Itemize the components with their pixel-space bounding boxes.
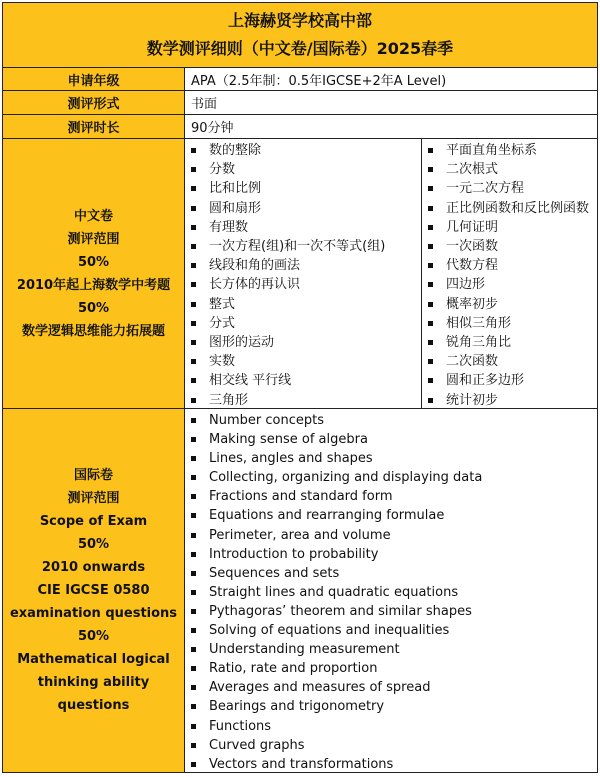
list-item: 四边形 xyxy=(422,275,597,294)
list-item: 比和比例 xyxy=(185,179,421,198)
list-item: 图形的运动 xyxy=(185,333,421,352)
list-item: Lines, angles and shapes xyxy=(185,449,595,468)
list-item: 一次方程(组)和一次不等式(组) xyxy=(185,237,421,256)
list-item: 分式 xyxy=(185,314,421,333)
list-item: Introduction to probability xyxy=(185,545,595,564)
row-chinese-paper xyxy=(3,139,597,409)
list-item: Understanding measurement xyxy=(185,640,595,659)
grade-value: APA（2.5年制：0.5年IGCSE+2年A Level) xyxy=(191,73,447,89)
intl-label-line: 50% xyxy=(77,537,110,552)
duration-value: 90分钟 xyxy=(191,121,234,136)
list-item: 圆和正多边形 xyxy=(422,371,597,390)
list-item: 二次函数 xyxy=(422,352,597,371)
chinese-label-line: 测评范围 xyxy=(67,231,120,247)
sheet-title: 数学测评细则（中文卷/国际卷）2025春季 xyxy=(146,39,454,58)
list-item: 整式 xyxy=(185,295,421,314)
chinese-label-line: 50% xyxy=(77,300,110,316)
list-item: 一次函数 xyxy=(422,237,597,256)
assessment-sheet xyxy=(2,2,598,773)
intl-label-line: 50% xyxy=(77,629,110,644)
list-item: Bearings and trigonometry xyxy=(185,697,595,716)
intl-label-line: Mathematical logical xyxy=(17,652,170,667)
chinese-label-line: 中文卷 xyxy=(73,208,113,224)
chinese-label-line: 50% xyxy=(77,254,110,270)
intl-label-line: CIE IGCSE 0580 xyxy=(37,583,150,598)
chinese-label-line: 数学逻辑思维能力拓展题 xyxy=(21,323,165,339)
list-item: Vectors and transformations xyxy=(185,755,595,774)
list-item: 平面直角坐标系 xyxy=(422,141,597,160)
title-header xyxy=(3,3,597,68)
list-item: 实数 xyxy=(185,352,421,371)
list-item: Collecting, organizing and displaying data xyxy=(185,468,595,487)
intl-label-line: 2010 onwards xyxy=(41,560,146,575)
list-item: Averages and measures of spread xyxy=(185,678,595,697)
list-item: 相似三角形 xyxy=(422,314,597,333)
list-item: 线段和角的画法 xyxy=(185,256,421,275)
list-item: Perimeter, area and volume xyxy=(185,526,595,545)
list-item: Curved graphs xyxy=(185,736,595,755)
list-item: 相交线 平行线 xyxy=(185,371,421,390)
list-item: Equations and rearranging formulae xyxy=(185,506,595,525)
chinese-paper-label xyxy=(3,139,185,408)
list-item: 数的整除 xyxy=(185,141,421,160)
list-item: Fractions and standard form xyxy=(185,487,595,506)
list-item: 锐角三角比 xyxy=(422,333,597,352)
list-item: 三角形 xyxy=(185,391,421,410)
row-duration xyxy=(3,115,597,139)
intl-label-line: thinking ability xyxy=(37,675,150,690)
list-item: 一元二次方程 xyxy=(422,179,597,198)
list-item: 分数 xyxy=(185,160,421,179)
international-paper-label xyxy=(3,409,185,772)
list-item: Functions xyxy=(185,717,595,736)
intl-label-line: examination questions xyxy=(9,606,178,621)
list-item: Ratio, rate and proportion xyxy=(185,659,595,678)
school-name: 上海赫贤学校高中部 xyxy=(227,11,372,30)
row-international-paper xyxy=(3,409,597,772)
list-item: 统计初步 xyxy=(422,391,597,410)
format-label: 测评形式 xyxy=(3,91,185,114)
list-item: Making sense of algebra xyxy=(185,430,595,449)
chinese-topics-left xyxy=(185,141,421,410)
list-item: Number concepts xyxy=(185,411,595,430)
list-item: Solving of equations and inequalities xyxy=(185,621,595,640)
intl-label-line: 测评范围 xyxy=(67,491,120,506)
duration-label: 测评时长 xyxy=(3,115,185,138)
list-item: 概率初步 xyxy=(422,295,597,314)
list-item: 长方体的再认识 xyxy=(185,275,421,294)
row-format xyxy=(3,91,597,115)
intl-label-line: Scope of Exam xyxy=(39,514,148,529)
list-item: Straight lines and quadratic equations xyxy=(185,583,595,602)
row-grade xyxy=(3,68,597,91)
chinese-topics-right xyxy=(422,141,597,410)
grade-label: 申请年级 xyxy=(3,68,185,90)
list-item: 有理数 xyxy=(185,218,421,237)
format-value: 书面 xyxy=(191,97,218,112)
list-item: Pythagoras’ theorem and similar shapes xyxy=(185,602,595,621)
chinese-label-line: 2010年起上海数学中考题 xyxy=(16,277,171,293)
list-item: 正比例函数和反比例函数 xyxy=(422,199,597,218)
list-item: 圆和扇形 xyxy=(185,199,421,218)
list-item: 代数方程 xyxy=(422,256,597,275)
list-item: 几何证明 xyxy=(422,218,597,237)
intl-label-line: 国际卷 xyxy=(73,468,113,483)
list-item: Sequences and sets xyxy=(185,564,595,583)
intl-label-line: questions xyxy=(57,698,130,713)
international-topics xyxy=(185,411,595,774)
list-item: 二次根式 xyxy=(422,160,597,179)
